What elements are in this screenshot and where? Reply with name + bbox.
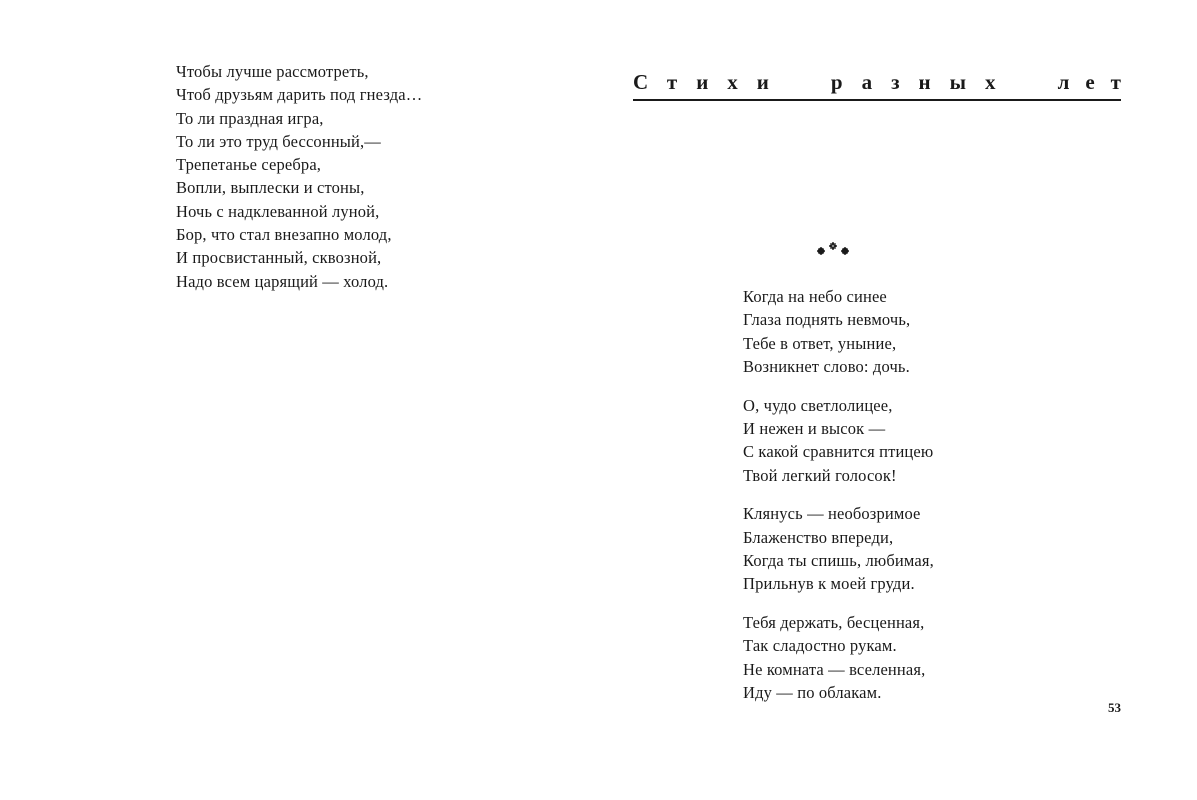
stanza xyxy=(743,611,934,704)
poem-line: И нежен и высок — xyxy=(743,418,886,438)
poem-line: То ли это труд бессонный,— xyxy=(176,131,381,151)
poem-line: Трепетанье серебра, xyxy=(176,155,322,175)
poem-line: С какой сравнится птицею xyxy=(743,442,934,462)
running-head-word: Стихи xyxy=(633,70,788,94)
poem xyxy=(743,285,934,720)
poem-line: Чтоб друзьям дарить под гнезда… xyxy=(176,85,423,105)
page-number: 53 xyxy=(1108,700,1121,715)
poem-line: Твой легкий голосок! xyxy=(743,465,897,485)
running-head-word: разных xyxy=(830,70,1015,94)
poem-line: Глаза поднять невмочь, xyxy=(743,310,911,330)
poem-line: Клянусь — необозримое xyxy=(743,504,921,524)
poem-line: Так сладостно рукам. xyxy=(743,636,897,656)
poem-line: Бор, что стал внезапно молод, xyxy=(176,225,392,245)
running-head xyxy=(633,68,1137,101)
stanza xyxy=(743,285,934,378)
poem-line: Не комната — вселенная, xyxy=(743,659,926,679)
poem-line: Возникнет слово: дочь. xyxy=(743,356,910,376)
poem-line: Иду — по облакам. xyxy=(743,682,882,702)
running-head-word: лет xyxy=(1057,70,1137,94)
left-poem-fragment xyxy=(176,60,556,293)
stanza xyxy=(743,502,934,595)
poem-line: Когда на небо синее xyxy=(743,287,887,306)
poem-line: И просвистанный, сквозной, xyxy=(176,248,382,268)
right-page xyxy=(633,68,1137,702)
poem-line: Чтобы лучше рассмотреть, xyxy=(176,62,369,81)
poem-line: Когда ты спишь, любимая, xyxy=(743,550,934,570)
poem-line: То ли праздная игра, xyxy=(176,108,324,128)
poem-line: Вопли, выплески и стоны, xyxy=(176,178,365,198)
three-asterisks-icon xyxy=(815,241,851,257)
poem-line: О, чудо светлолицее, xyxy=(743,395,893,415)
poem-line: Тебя держать, бесценная, xyxy=(743,613,925,633)
poem-line: Ночь с надклеванной луной, xyxy=(176,201,380,221)
poem-line: Надо всем царящий — холод. xyxy=(176,271,389,291)
left-page xyxy=(176,60,556,293)
poem-line: Прильнув к моей груди. xyxy=(743,574,915,594)
stanza xyxy=(743,394,934,487)
poem-line: Тебе в ответ, уныние, xyxy=(743,333,897,353)
poem-line: Блаженство впереди, xyxy=(743,527,894,547)
